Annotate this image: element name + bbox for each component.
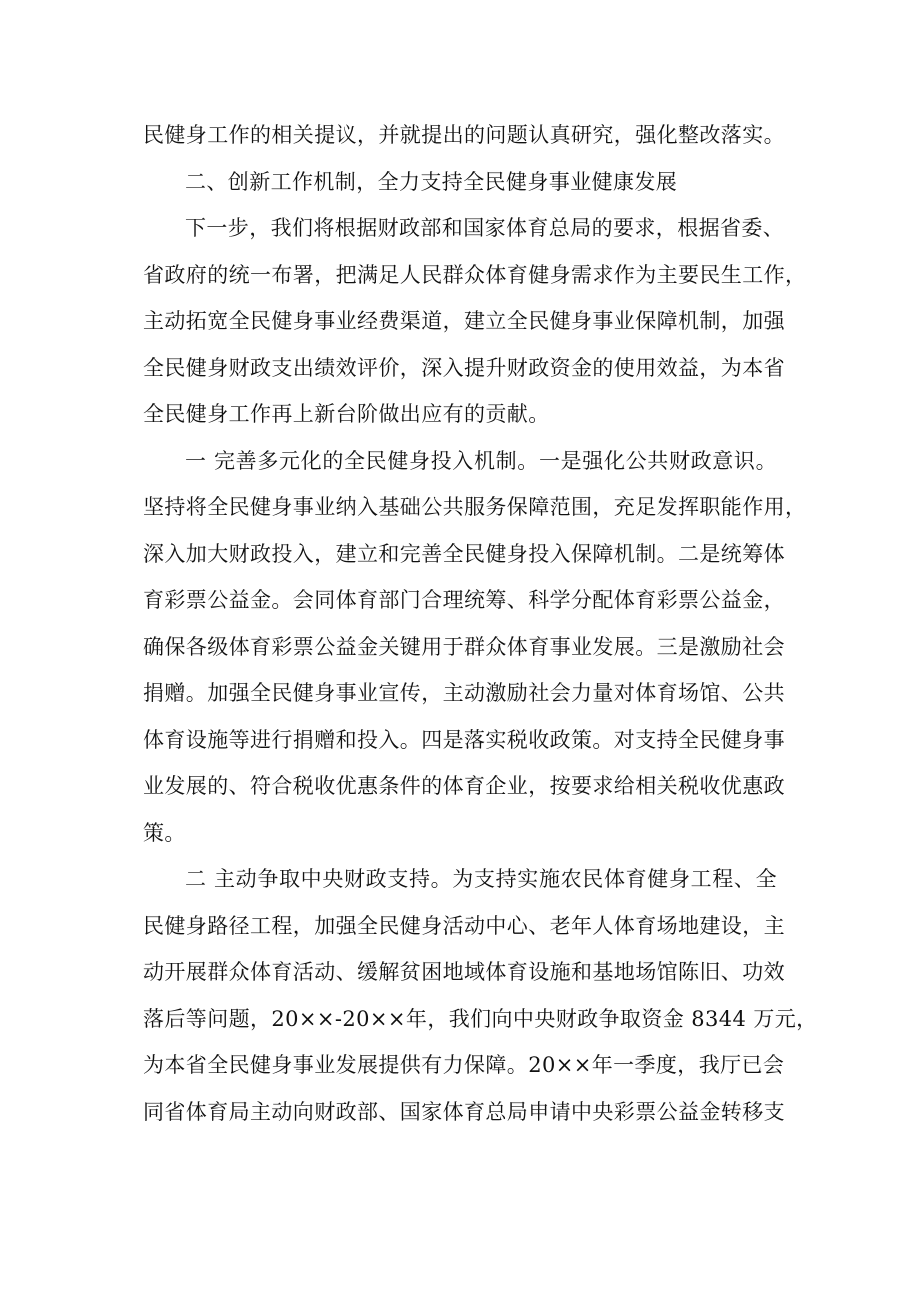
body-text [143, 112, 818, 1135]
text-line: 为本省全民健身事业发展提供有力保障。20××年一季度，我厅已会 [143, 1053, 785, 1077]
text-line: 同省体育局主动向财政部、国家体育总局申请中央彩票公益金转移支 [143, 1099, 785, 1124]
text-line: 省政府的统一布署，把满足人民群众体育健身需求作为主要民生工作， [143, 262, 807, 287]
text-line: 业发展的、符合税收优惠条件的体育企业，按要求给相关税收优惠政 [143, 774, 785, 798]
text-line: 下一步，我们将根据财政部和国家体育总局的要求，根据省委、 [185, 216, 785, 240]
text-line: 深入加大财政投入，建立和完善全民健身投入保障机制。二是统筹体 [143, 541, 785, 566]
text-line: 育彩票公益金。会同体育部门合理统筹、科学分配体育彩票公益金， [143, 588, 785, 612]
text-line: 动开展群众体育活动、缓解贫困地域体育设施和基地场馆陈旧、功效 [143, 960, 785, 984]
text-line: 二、创新工作机制，全力支持全民健身事业健康发展 [185, 169, 678, 194]
text-line: 捐赠。加强全民健身事业宣传，主动激励社会力量对体育场馆、公共 [143, 681, 785, 705]
text-line: 落后等问题，20××-20××年，我们向中央财政争取资金 8344 万元， [143, 1006, 818, 1031]
text-line: 全民健身财政支出绩效评价，深入提升财政资金的使用效益，为本省 [143, 355, 785, 380]
text-line: 体育设施等进行捐赠和投入。四是落实税收政策。对支持全民健身事 [143, 727, 785, 752]
text-line: 民健身工作的相关提议，并就提出的问题认真研究，强化整改落实。 [143, 123, 785, 147]
text-line: 一 完善多元化的全民健身投入机制。一是强化公共财政意识。 [185, 448, 777, 473]
text-line: 民健身路径工程，加强全民健身活动中心、老年人体育场地建设，主 [143, 913, 785, 938]
text-line: 确保各级体育彩票公益金关键用于群众体育事业发展。三是激励社会 [143, 634, 785, 659]
text-line: 全民健身工作再上新台阶做出应有的贡献。 [143, 402, 550, 426]
text-line: 策。 [143, 820, 186, 845]
text-line: 主动拓宽全民健身事业经费渠道，建立全民健身事业保障机制，加强 [143, 309, 785, 333]
text-line: 二 主动争取中央财政支持。为支持实施农民体育健身工程、全 [185, 867, 777, 891]
text-line: 坚持将全民健身事业纳入基础公共服务保障范围，充足发挥职能作用， [143, 495, 807, 519]
